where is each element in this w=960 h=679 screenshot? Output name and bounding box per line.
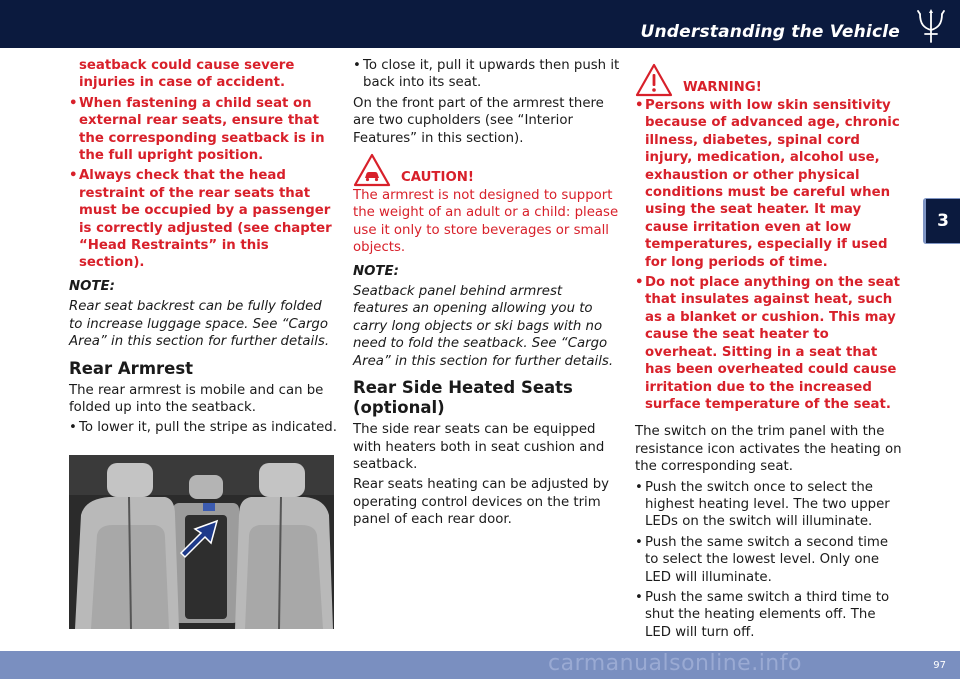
chapter-tab[interactable]: 3	[923, 198, 960, 244]
rear-armrest-photo	[69, 455, 334, 629]
page-footer	[0, 651, 960, 679]
section-title-heated-seats: Rear Side Heated Seats (optional)	[353, 378, 573, 418]
warning-item: • When fastening a child seat on external rear seats, ensure that the corresponding seatback is in the full upright position.	[69, 95, 337, 165]
warning-item: • Do not place anything on the seat that insulates against heat, such as a blanket or cushion. This may cause the seat heater to overheat. Sitting in a seat that has been overheated could cause irritation due to the increased surface temperature of the seat.	[635, 274, 903, 413]
column-left	[69, 57, 337, 440]
rear-seats-illustration	[69, 455, 334, 629]
rear-armrest-close-step: • To close it, pull it upwards then push it back into its seat.	[353, 57, 621, 92]
note-text: Seatback panel behind armrest features an opening allowing you to carry long objects or ski bags with no need to fold the seatback. See “Cargo Area” in this section for further details.	[353, 284, 614, 369]
warning-item: • Persons with low skin sensitivity because of advanced age, chronic illness, diabetes, spinal cord injury, medication, alcohol use, exhaustion or other physical conditions must be careful when using the seat heater. It may cause irritation even at low temperatures, especially if used for long periods of time.	[635, 97, 903, 271]
rear-armrest-intro: The rear armrest is mobile and can be folded up into the seatback.	[69, 382, 324, 415]
switch-step: • Push the same switch a second time to select the lowest level. Only one LED will illuminate.	[635, 534, 903, 586]
warning-item: • Always check that the head restraint of the rear seats that must be occupied by a passenger is correctly adjusted (see chapter “Head Restraints” in this section).	[69, 167, 337, 271]
rear-armrest-lower-step: • To lower it, pull the stripe as indicated.	[69, 419, 337, 436]
warning-continuation: seatback could cause severe injuries in case of accident.	[79, 58, 295, 91]
page-header	[0, 0, 960, 48]
page-number: 97	[933, 660, 946, 671]
note-label: NOTE:	[353, 263, 399, 279]
switch-paragraph: The switch on the trim panel with the resistance icon activates the heating on the corresponding seat.	[635, 424, 902, 475]
note-text: Rear seat backrest can be fully folded to increase luggage space. See “Cargo Area” in this section for further details.	[69, 299, 330, 350]
caution-label: CAUTION!	[401, 170, 474, 186]
heated-seats-controls-paragraph: Rear seats heating can be adjusted by operating control devices on the trim panel of each rear door.	[353, 477, 610, 528]
caution-header	[353, 153, 621, 187]
column-middle	[353, 57, 621, 532]
watermark: carmanualsonline.info	[548, 651, 802, 676]
warning-triangle-icon	[635, 63, 673, 97]
trident-logo-icon	[914, 8, 948, 46]
header-title: Understanding the Vehicle	[640, 22, 900, 42]
caution-car-icon	[353, 153, 391, 187]
column-right	[635, 57, 903, 644]
switch-step: • Push the same switch a third time to shut the heating elements off. The LED will turn off.	[635, 589, 903, 641]
section-title-rear-armrest: Rear Armrest	[69, 358, 194, 378]
warning-label: WARNING!	[683, 80, 762, 95]
cupholders-paragraph: On the front part of the armrest there are two cupholders (see “Interior Features” in this section).	[353, 95, 604, 146]
note-label: NOTE:	[69, 278, 115, 294]
heated-seats-paragraph: The side rear seats can be equipped with heaters both in seat cushion and seatback.	[353, 422, 605, 472]
switch-step: • Push the switch once to select the highest heating level. The two upper LEDs on the switch will illuminate.	[635, 479, 903, 531]
warning-header	[635, 63, 903, 97]
caution-text: The armrest is not designed to support the weight of an adult or a child: please use it only to store beverages or small objects.	[353, 188, 619, 256]
